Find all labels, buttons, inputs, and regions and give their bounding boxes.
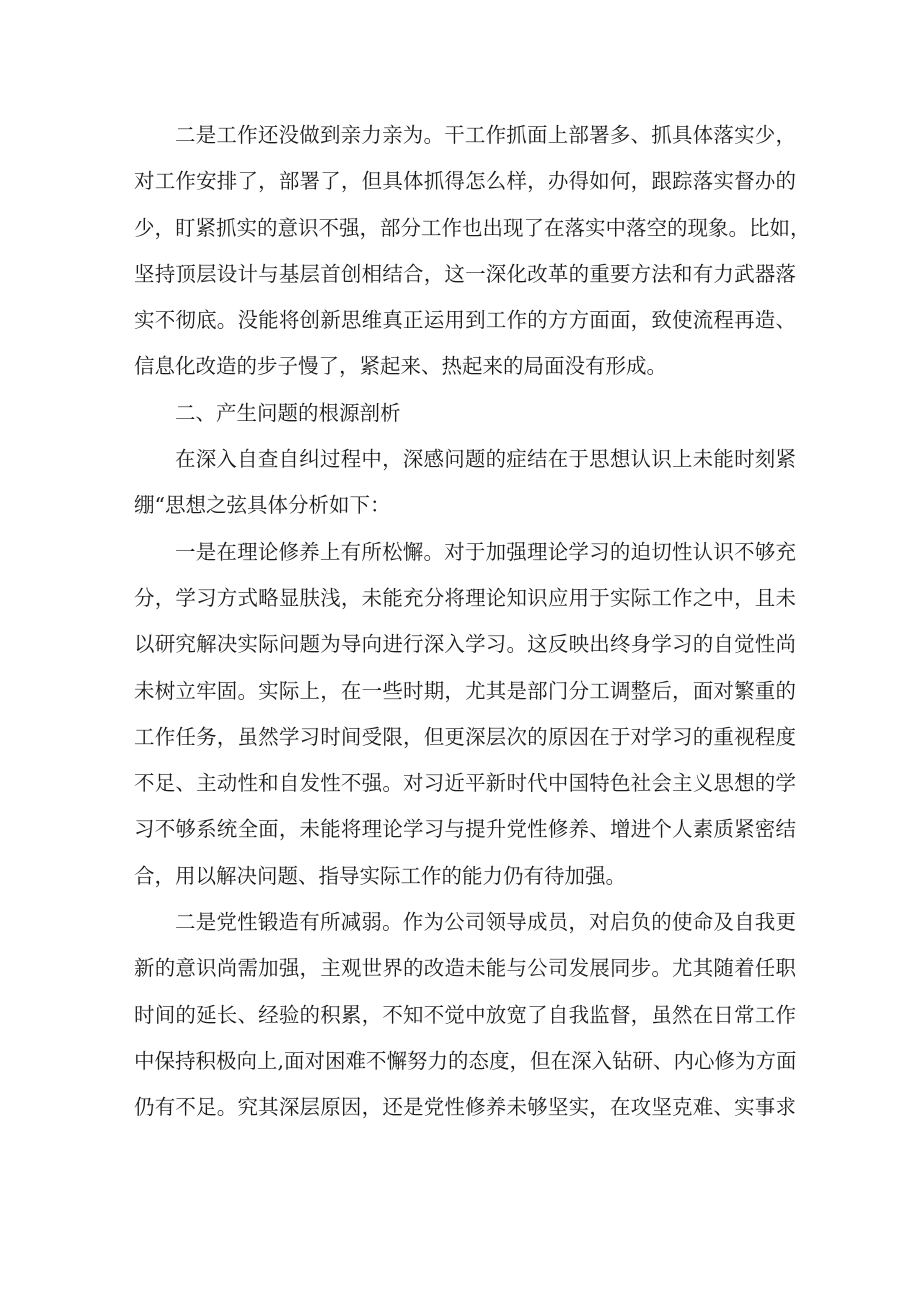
text-line: 对工作安排了，部署了，但具体抓得怎么样，办得如何，跟踪落实督办的 — [134, 169, 796, 194]
text-line: 不足、主动性和自发性不强。对习近平新时代中国特色社会主义思想的学 — [134, 771, 796, 796]
document-body — [134, 112, 811, 1131]
text-line: 工作任务，虽然学习时间受限，但更深层次的原因在于对学习的重视程度 — [134, 724, 796, 749]
text-line: 新的意识尚需加强，主观世界的改造未能与公司发展同步。尤其随着任职 — [134, 956, 796, 981]
text-line: 二、产生问题的根源剖析 — [175, 400, 401, 425]
text-line: 少，盯紧抓实的意识不强，部分工作也出现了在落实中落空的现象。比如， — [134, 215, 811, 240]
text-line: 坚持顶层设计与基层首创相结合，这一深化改革的重要方法和有力武器落 — [134, 261, 796, 286]
text-line: 合，用以解决问题、指导实际工作的能力仍有待加强。 — [134, 863, 626, 888]
text-line: 习不够系统全面，未能将理论学习与提升党性修养、增进个人素质紧密结 — [134, 817, 796, 842]
text-line: 一是在理论修养上有所松懈。对于加强理论学习的迫切性认识不够充 — [175, 539, 796, 564]
text-line: 分，学习方式略显肤浅，未能充分将理论知识应用于实际工作之中，且未 — [134, 585, 796, 610]
text-line: 仍有不足。究其深层原因，还是党性修养未够坚实，在攻坚克难、实事求 — [134, 1095, 796, 1120]
text-line: 二是党性锻造有所减弱。作为公司领导成员，对启负的使命及自我更 — [175, 910, 796, 935]
text-line: 实不彻底。没能将创新思维真正运用到工作的方方面面，致使流程再造、 — [134, 308, 796, 333]
text-line: 信息化改造的步子慢了，紧起来、热起来的局面没有形成。 — [134, 354, 667, 379]
text-line: 以研究解决实际问题为导向进行深入学习。这反映出终身学习的自觉性尚 — [134, 632, 796, 657]
text-line: 未树立牢固。实际上，在一些时期，尤其是部门分工调整后，面对繁重的 — [134, 678, 796, 703]
text-line: 绷“思想之弦具体分析如下： — [134, 493, 391, 518]
text-line: 二是工作还没做到亲力亲为。干工作抓面上部署多、抓具体落实少， — [175, 123, 796, 147]
text-line: 时间的延长、经验的积累，不知不觉中放宽了自我监督，虽然在日常工作 — [134, 1002, 796, 1027]
text-line: 中保持积极向上,面对困难不懈努力的态度，但在深入钻研、内心修为方面 — [134, 1048, 797, 1073]
text-line: 在深入自查自纠过程中，深感问题的症结在于思想认识上未能时刻紧 — [175, 447, 796, 472]
